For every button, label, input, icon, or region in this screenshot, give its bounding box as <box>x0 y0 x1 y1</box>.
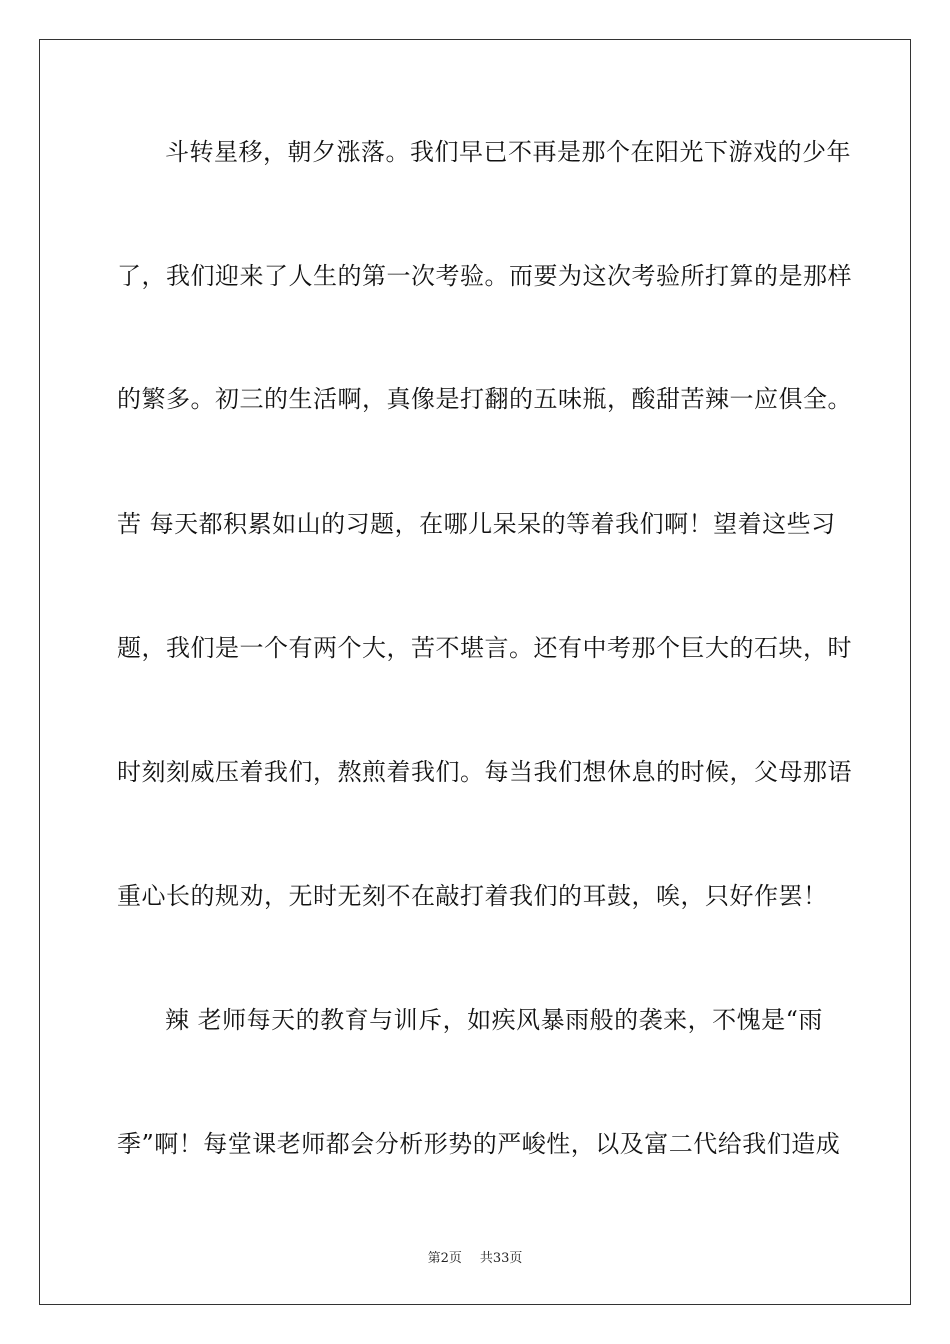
paragraph-line: 苦 每天都积累如山的习题，在哪儿呆呆的等着我们啊！望着这些习 <box>117 510 836 538</box>
paragraph-line: 季”啊！每堂课老师都会分析形势的严峻性，以及富二代给我们造成 <box>117 1130 841 1158</box>
paragraph-line: 时刻刻威压着我们，熬煎着我们。每当我们想休息的时候，父母那语 <box>117 758 852 786</box>
paragraph-line: 重心长的规劝，无时无刻不在敲打着我们的耳鼓，唉，只好作罢！ <box>117 882 828 910</box>
page-footer <box>0 1247 950 1266</box>
paragraph-line: 辣 老师每天的教育与训斥，如疾风暴雨般的袭来，不愧是“雨 <box>165 1006 823 1034</box>
paragraph-line: 斗转星移，朝夕涨落。我们早已不再是那个在阳光下游戏的少年 <box>165 138 851 166</box>
page-number: 第2页 <box>427 1251 462 1266</box>
paragraph-line: 了，我们迎来了人生的第一次考验。而要为这次考验所打算的是那样 <box>117 262 852 290</box>
paragraph-line: 的繁多。初三的生活啊，真像是打翻的五味瓶，酸甜苦辣一应俱全。 <box>117 385 852 413</box>
page-total: 共33页 <box>479 1251 523 1266</box>
page-border <box>39 39 911 1305</box>
paragraph-line: 题，我们是一个有两个大，苦不堪言。还有中考那个巨大的石块，时 <box>117 634 852 662</box>
